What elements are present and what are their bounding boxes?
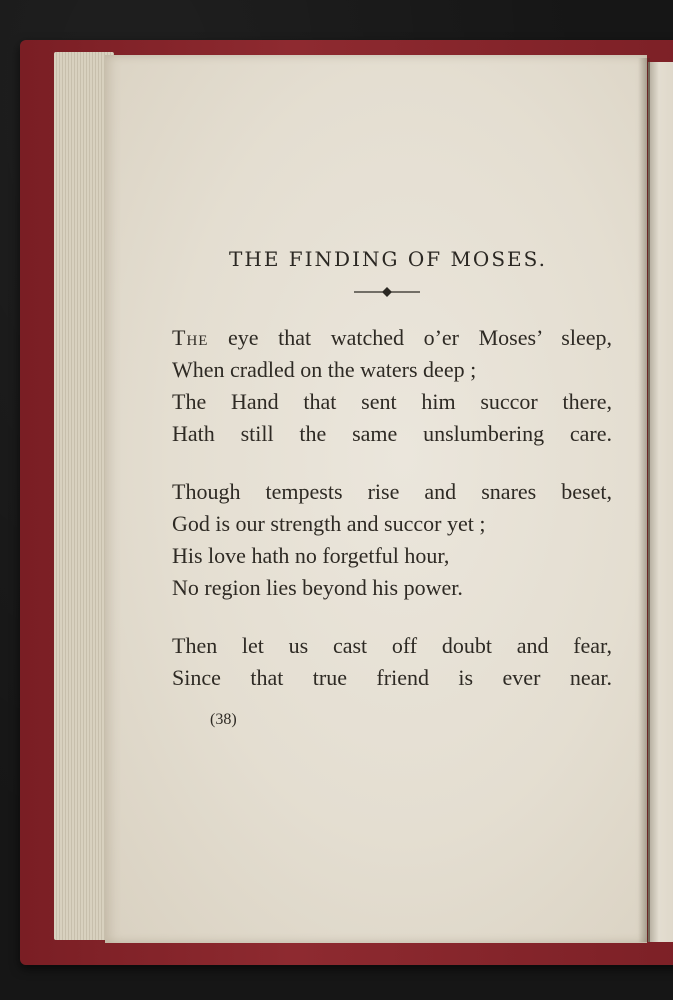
poem-line: His love hath no forgetful hour, <box>172 543 450 568</box>
poem-line: Though tempests rise and snares beset, <box>172 479 612 504</box>
poem-line: Then let us cast off doubt and fear, <box>172 633 612 658</box>
poem-line: God is our strength and succor yet ; <box>172 511 486 536</box>
stanza-3 <box>172 630 612 694</box>
poem-line <box>172 322 612 354</box>
facing-page-edge <box>648 62 673 942</box>
poem-line: Hath still the same unslumbering care. <box>172 421 612 446</box>
gutter-shadow <box>638 58 650 942</box>
poem-line: The Hand that sent him succor there, <box>172 389 612 414</box>
poem-line: No region lies beyond his power. <box>172 575 463 600</box>
stanza-2 <box>172 476 612 604</box>
line-text: eye that watched o’er Moses’ sleep, <box>208 325 612 350</box>
poem-line: Since that true friend is ever near. <box>172 665 612 690</box>
ornament-divider <box>354 286 420 298</box>
stanza-1 <box>172 322 612 450</box>
poem-body <box>172 322 612 720</box>
smallcaps-lead: The <box>172 325 209 350</box>
page-number: (38) <box>210 711 237 728</box>
poem-title: THE FINDING OF MOSES. <box>229 247 547 271</box>
poem-line: When cradled on the waters deep ; <box>172 357 477 382</box>
